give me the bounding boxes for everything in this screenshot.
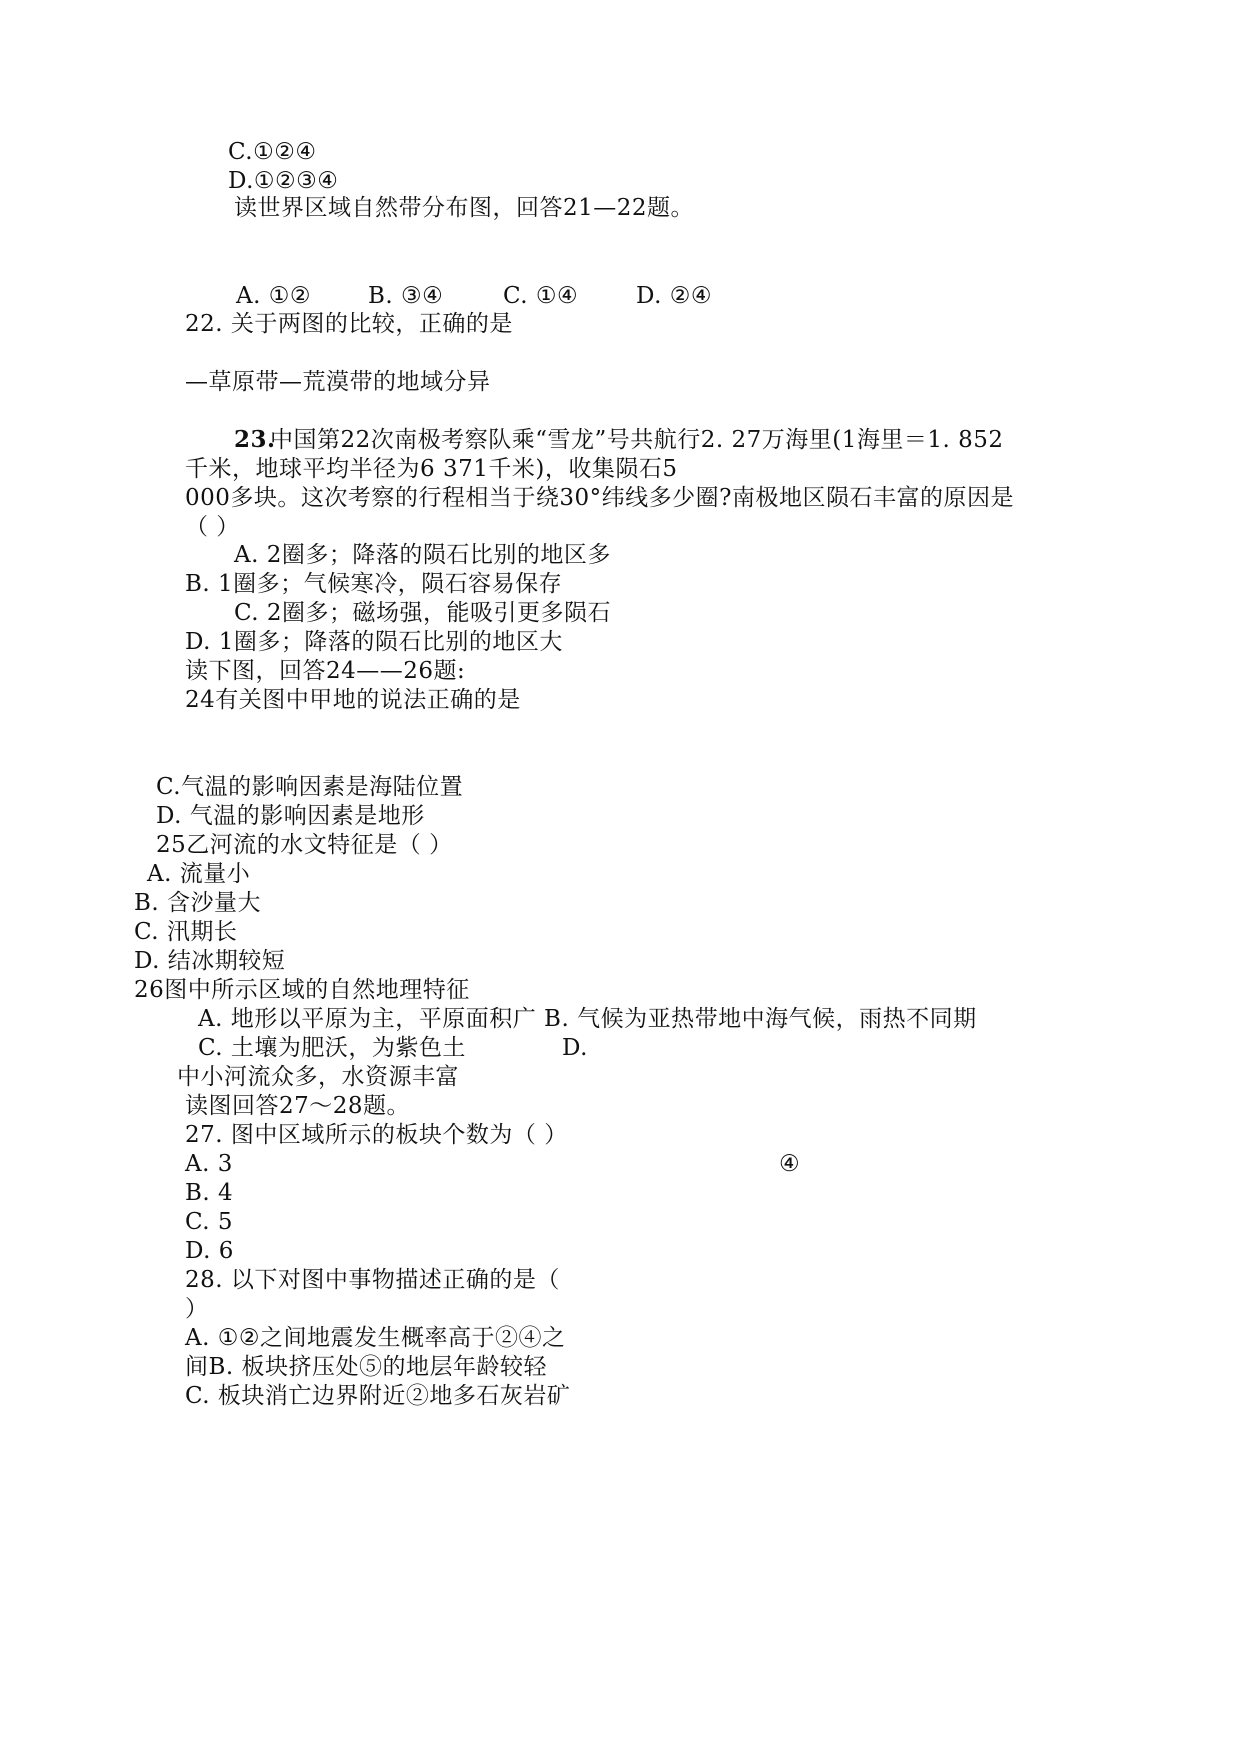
instruction-27-28: 读图回答27～28题。 [185, 1093, 411, 1119]
question-23-paren: （ ） [185, 514, 240, 540]
question-26-option-d-text: 中小河流众多，水资源丰富 [177, 1064, 459, 1090]
question-28-option-b: 间B. 板块挤压处⑤的地层年龄较轻 [185, 1354, 548, 1380]
question-27-option-b: B. 4 [185, 1180, 234, 1206]
question-28: 28. 以下对图中事物描述正确的是（ [185, 1267, 560, 1293]
fragment-line: —草原带—荒漠带的地域分异 [185, 369, 491, 395]
option-d-prev: D.①②③④ [228, 168, 339, 194]
question-28-option-a: A. ①②之间地震发生概率高于②④之 [185, 1325, 566, 1351]
map-marker-4: ④ [779, 1151, 801, 1177]
question-28-option-c: C. 板块消亡边界附近②地多石灰岩矿 [185, 1383, 571, 1409]
question-24-option-d: D. 气温的影响因素是地形 [156, 803, 425, 829]
question-23-line1: 中国第22次南极考察队乘“雪龙”号共航行2. 27万海里(1海里＝1. 852 [270, 427, 1004, 453]
question-26-options-ab: A. 地形以平原为主，平原面积广 B. 气候为亚热带地中海气候，雨热不同期 [198, 1006, 977, 1032]
question-26: 26图中所示区域的自然地理特征 [134, 977, 470, 1003]
instruction-21-22: 读世界区域自然带分布图，回答21—22题。 [234, 195, 695, 221]
question-26-option-c: C. 土壤为肥沃，为紫色土 [198, 1035, 466, 1061]
question-27-option-c: C. 5 [185, 1209, 234, 1235]
option-a-row: A. ①② [236, 283, 311, 309]
question-28-paren: ） [185, 1296, 209, 1322]
question-23-option-a: A. 2圈多；降落的陨石比别的地区多 [234, 542, 611, 568]
option-c-prev: C.①②④ [228, 139, 317, 165]
question-23-line2: 千米，地球平均半径为6 371千米)，收集陨石5 [185, 456, 678, 482]
question-23-number: 23. [234, 426, 276, 453]
question-25: 25乙河流的水文特征是（ ） [156, 832, 453, 858]
option-d-row: D. ②④ [636, 283, 712, 309]
question-25-option-b: B. 含沙量大 [134, 890, 262, 916]
question-22: 22. 关于两图的比较，正确的是 [185, 311, 513, 337]
option-b-row: B. ③④ [368, 283, 444, 309]
question-25-option-a: A. 流量小 [147, 861, 251, 887]
question-24-option-c: C.气温的影响因素是海陆位置 [156, 774, 464, 800]
question-27-option-d: D. 6 [185, 1238, 234, 1264]
question-23-option-b: B. 1圈多；气候寒冷，陨石容易保存 [185, 571, 563, 597]
option-c-row: C. ①④ [503, 283, 579, 309]
question-26-option-d-label: D. [562, 1035, 588, 1061]
question-27: 27. 图中区域所示的板块个数为（ ） [185, 1122, 568, 1148]
question-23-option-c: C. 2圈多；磁场强，能吸引更多陨石 [234, 600, 612, 626]
question-25-option-c: C. 汛期长 [134, 919, 238, 945]
instruction-24-26: 读下图，回答24——26题: [185, 658, 466, 684]
question-27-option-a: A. 3 [185, 1151, 233, 1177]
question-25-option-d: D. 结冰期较短 [134, 948, 286, 974]
question-24: 24有关图中甲地的说法正确的是 [185, 687, 521, 713]
question-23-option-d: D. 1圈多；降落的陨石比别的地区大 [185, 629, 563, 655]
question-23-line3: 000多块。这次考察的行程相当于绕30°纬线多少圈?南极地区陨石丰富的原因是 [185, 485, 1014, 511]
